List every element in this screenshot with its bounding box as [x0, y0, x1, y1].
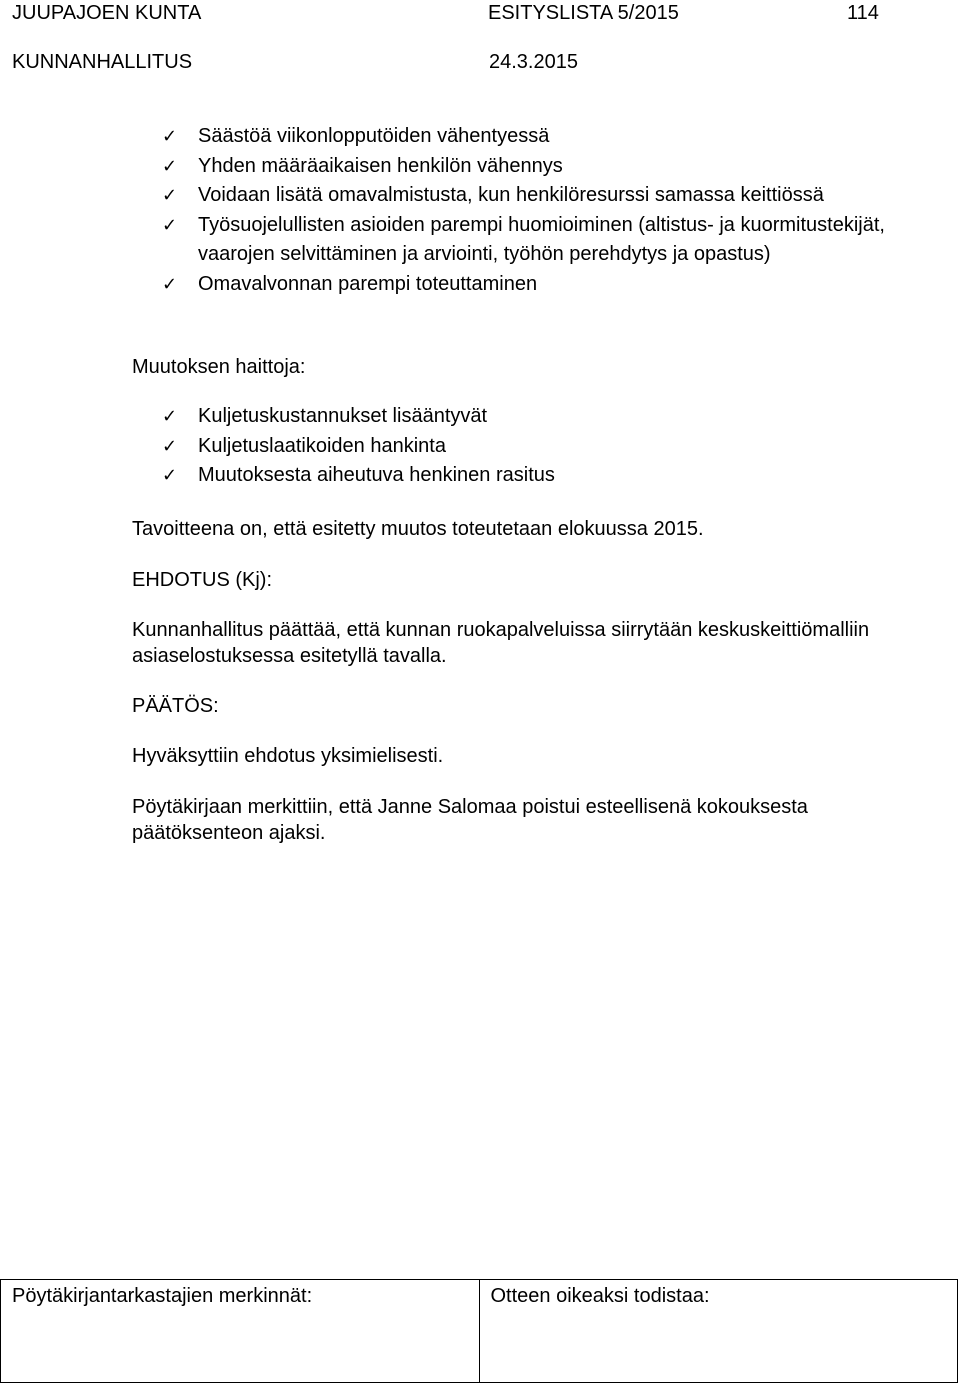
- list-item-text: Voidaan lisätä omavalmistusta, kun henkilöresurssi samassa keittiössä: [198, 184, 824, 206]
- governing-body: KUNNANHALLITUS: [12, 51, 193, 73]
- list-item-text: Muutoksesta aiheutuva henkinen rasitus: [198, 464, 555, 486]
- proposal-heading: EHDOTUS (Kj):: [132, 569, 272, 591]
- list-item-text: Säästöä viikonlopputöiden vähentyessä: [198, 125, 550, 147]
- goal-text: Tavoitteena on, että esitetty muutos toteutetaan elokuussa 2015.: [132, 518, 704, 540]
- inspectors-cell: [1, 1280, 479, 1382]
- proposal-text: Kunnanhallitus päättää, että kunnan ruokapalveluissa siirrytään keskuskeittiömalliin asiaselostuksessa esitetyllä tavalla.: [132, 619, 870, 667]
- agenda-number: ESITYSLISTA 5/2015: [488, 2, 679, 24]
- list-item: [162, 152, 922, 182]
- meeting-date: 24.3.2015: [489, 51, 578, 73]
- drawbacks-heading: Muutoksen haittoja:: [132, 356, 306, 378]
- signature-table: [0, 1279, 958, 1383]
- list-item: [162, 402, 922, 432]
- list-item: [162, 461, 922, 491]
- drawbacks-list: [162, 402, 922, 491]
- certify-cell: [479, 1280, 958, 1382]
- list-item: [162, 181, 922, 211]
- check-icon: ✓: [162, 465, 178, 486]
- list-item-text: Kuljetuskustannukset lisääntyvät: [198, 405, 488, 427]
- check-icon: ✓: [162, 185, 178, 206]
- list-item: [162, 270, 922, 300]
- list-item: [162, 211, 922, 270]
- list-item-text: Työsuojelullisten asioiden parempi huomioiminen (altistus- ja kuormitustekijät, vaarojen selvittäminen ja arviointi, työhön perehdytys ja opastus): [198, 213, 885, 265]
- list-item-text: Yhden määräaikaisen henkilön vähennys: [198, 154, 563, 177]
- check-icon: ✓: [162, 273, 178, 295]
- check-icon: ✓: [162, 435, 178, 457]
- list-item-text: Omavalvonnan parempi toteuttaminen: [198, 272, 538, 295]
- check-icon: ✓: [162, 406, 178, 427]
- check-icon: ✓: [162, 155, 178, 177]
- check-icon: ✓: [162, 214, 178, 236]
- check-icon: ✓: [162, 126, 178, 147]
- inspectors-label: Pöytäkirjantarkastajien merkinnät:: [12, 1285, 313, 1307]
- decision-text: Hyväksyttiin ehdotus yksimielisesti.: [132, 745, 444, 767]
- list-item-text: Kuljetuslaatikoiden hankinta: [198, 434, 446, 457]
- municipality-name: JUUPAJOEN KUNTA: [12, 2, 202, 24]
- minutes-note: Pöytäkirjaan merkittiin, että Janne Salomaa poistui esteellisenä kokouksesta päätöksenteon ajaksi.: [132, 796, 808, 844]
- list-item: [162, 432, 922, 462]
- benefits-list: [162, 122, 922, 299]
- decision-heading: PÄÄTÖS:: [132, 695, 219, 717]
- list-item: [162, 122, 922, 152]
- certify-label: Otteen oikeaksi todistaa:: [490, 1285, 710, 1307]
- page-number: 114: [847, 2, 879, 24]
